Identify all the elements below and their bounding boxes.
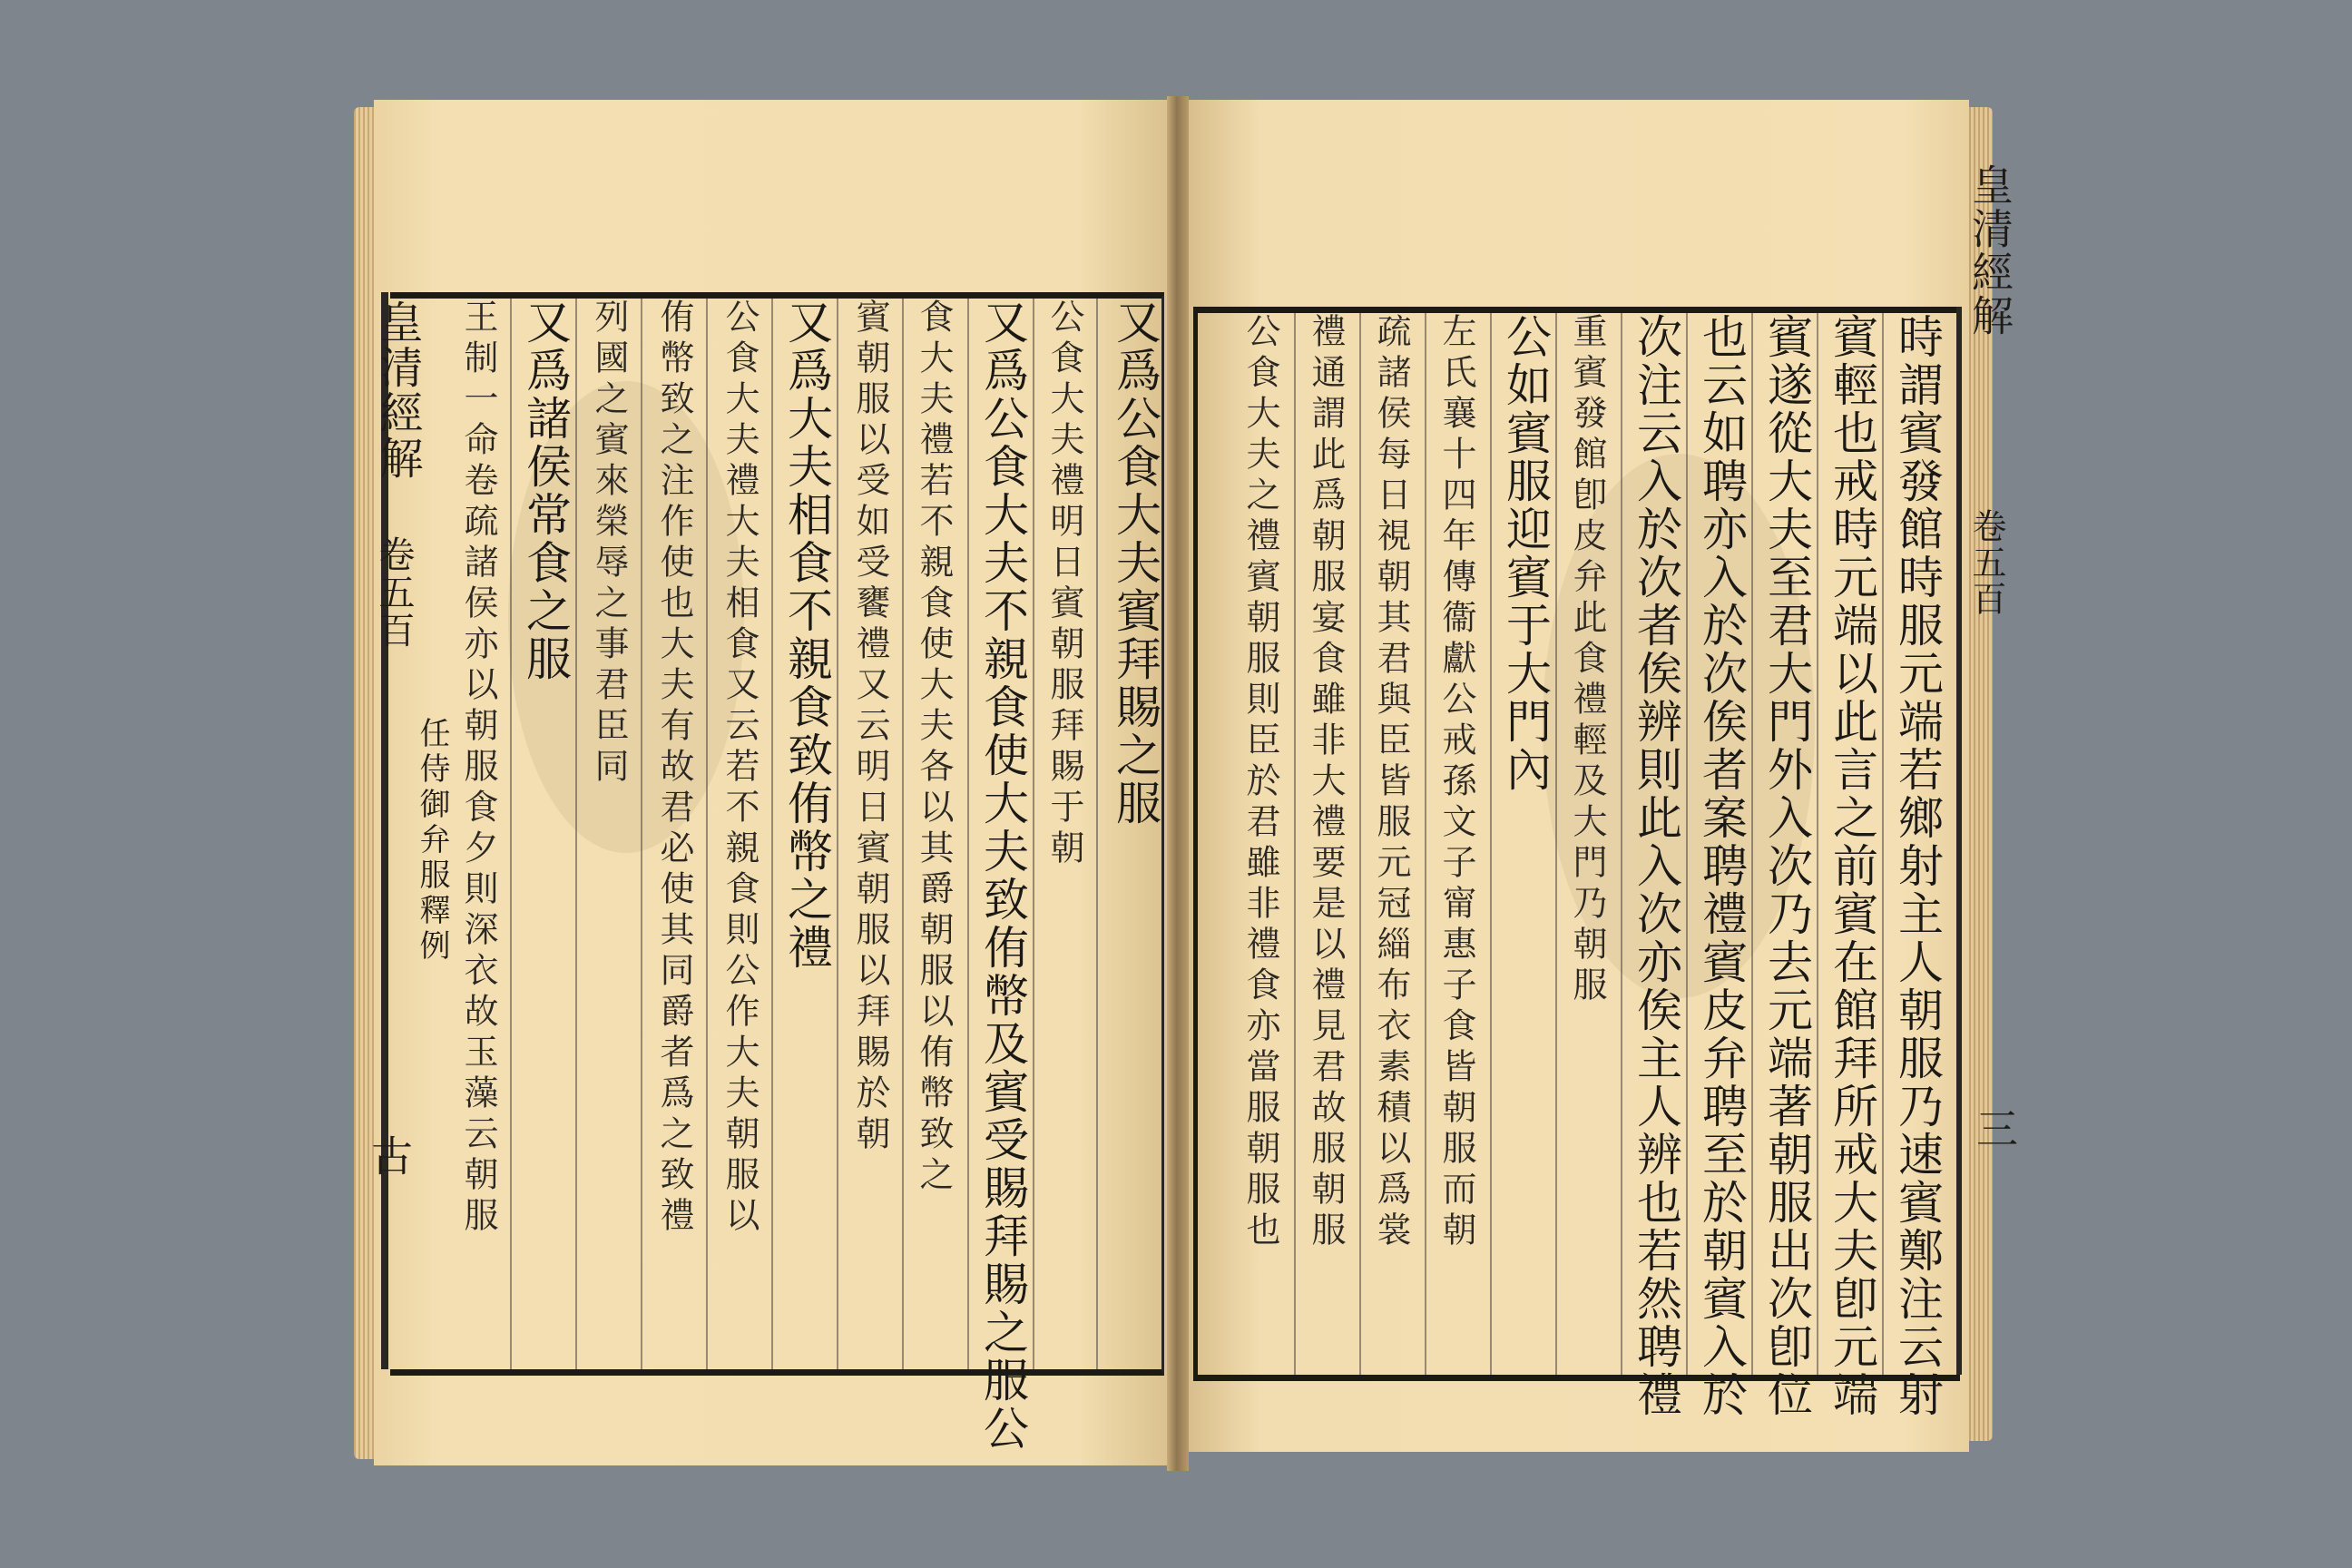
left-text-frame xyxy=(390,292,1164,1453)
text-column: 也云如聘亦入於次俟者案聘禮賓皮弁聘至於朝賓入於 xyxy=(1695,313,1748,1419)
column-rule xyxy=(771,299,773,1369)
fold-chapter: 任侍御弁服釋例 xyxy=(414,717,450,965)
text-column: 侑幣致之注作使也大夫有故君必使其同爵者爲之致禮 xyxy=(654,299,694,1238)
text-column: 公如賓服迎賓于大門內 xyxy=(1499,313,1552,794)
column-rule xyxy=(1033,299,1034,1369)
text-column: 疏諸侯每日視朝其君與臣皆服元冠緇布衣素積以爲裳 xyxy=(1371,313,1411,1252)
column-rule xyxy=(1555,313,1557,1375)
fold-volume: 卷五百 xyxy=(373,535,415,650)
fold-border xyxy=(1956,307,1962,1375)
text-column: 又爲公食大夫不親食使大夫致侑幣及賓受賜拜賜之服公 xyxy=(976,299,1029,1453)
column-rule xyxy=(1686,313,1688,1375)
column-rule xyxy=(1490,313,1492,1375)
column-rule xyxy=(1882,313,1884,1375)
text-column: 公食大夫禮明日賓朝服拜賜于朝 xyxy=(1044,299,1084,870)
fold-title: 皇清經解 xyxy=(1965,163,2014,338)
text-column: 時謂賓發館時服元端若鄉射主人朝服乃速賓鄭注云射 xyxy=(1891,313,1944,1419)
column-rule xyxy=(837,299,838,1369)
column-rule xyxy=(1751,313,1753,1375)
fold-volume: 卷五百 xyxy=(1966,508,2006,617)
column-rule xyxy=(575,299,577,1369)
column-rule xyxy=(1359,313,1361,1375)
text-column: 賓朝服以受如受饔禮又云明日賓朝服以拜賜於朝 xyxy=(850,299,890,1156)
column-rule xyxy=(902,299,904,1369)
text-column: 賓輕也戒時元端以此言之前賓在館拜所戒大夫卽元端 xyxy=(1826,313,1878,1419)
text-column: 禮通謂此爲朝服宴食雖非大禮要是以禮見君故服朝服 xyxy=(1306,313,1346,1252)
column-rule xyxy=(1096,299,1098,1369)
column-rule xyxy=(967,299,969,1369)
column-rule xyxy=(1817,313,1818,1375)
column-rule xyxy=(706,299,708,1369)
text-column: 又爲公食大夫賓拜賜之服 xyxy=(1109,299,1161,828)
fold-title: 皇清經解 xyxy=(372,299,423,481)
column-rule xyxy=(1425,313,1426,1375)
text-column: 列國之賓來榮辱之事君臣同 xyxy=(589,299,629,789)
text-column: 又爲大夫相食不親食致侑幣之禮 xyxy=(780,299,833,972)
text-column: 公食大夫之禮賓朝服則臣於君雖非禮食亦當服朝服也 xyxy=(1240,313,1280,1252)
text-column: 次注云入於次者俟辨則此入次亦俟主人辨也若然聘禮 xyxy=(1630,313,1682,1419)
page-number: 古 xyxy=(365,1134,414,1176)
column-rule xyxy=(510,299,512,1369)
column-rule xyxy=(1621,313,1622,1375)
text-column: 重賓發館卽皮弁此食禮輕及大門乃朝服 xyxy=(1567,313,1607,1007)
text-column: 食大夫禮若不親食使大夫各以其爵朝服以侑幣致之 xyxy=(914,299,954,1197)
right-text-frame xyxy=(1193,307,1960,1419)
book-gutter xyxy=(1167,96,1189,1471)
text-column: 公食大夫禮大夫相食又云若不親食則公作大夫朝服以 xyxy=(720,299,760,1238)
text-column: 又爲諸侯常食之服 xyxy=(519,299,572,683)
text-column: 賓遂從大夫至君大門外入次乃去元端著朝服出次卽位 xyxy=(1760,313,1813,1419)
text-column: 王制一命卷疏諸侯亦以朝服食夕則深衣故玉藻云朝服 xyxy=(458,299,498,1238)
column-rule xyxy=(1294,313,1296,1375)
page-number: 三 xyxy=(1970,1107,2019,1149)
text-column: 左氏襄十四年傳衞獻公戒孫文子甯惠子食皆朝服而朝 xyxy=(1436,313,1476,1252)
column-rule xyxy=(641,299,642,1369)
